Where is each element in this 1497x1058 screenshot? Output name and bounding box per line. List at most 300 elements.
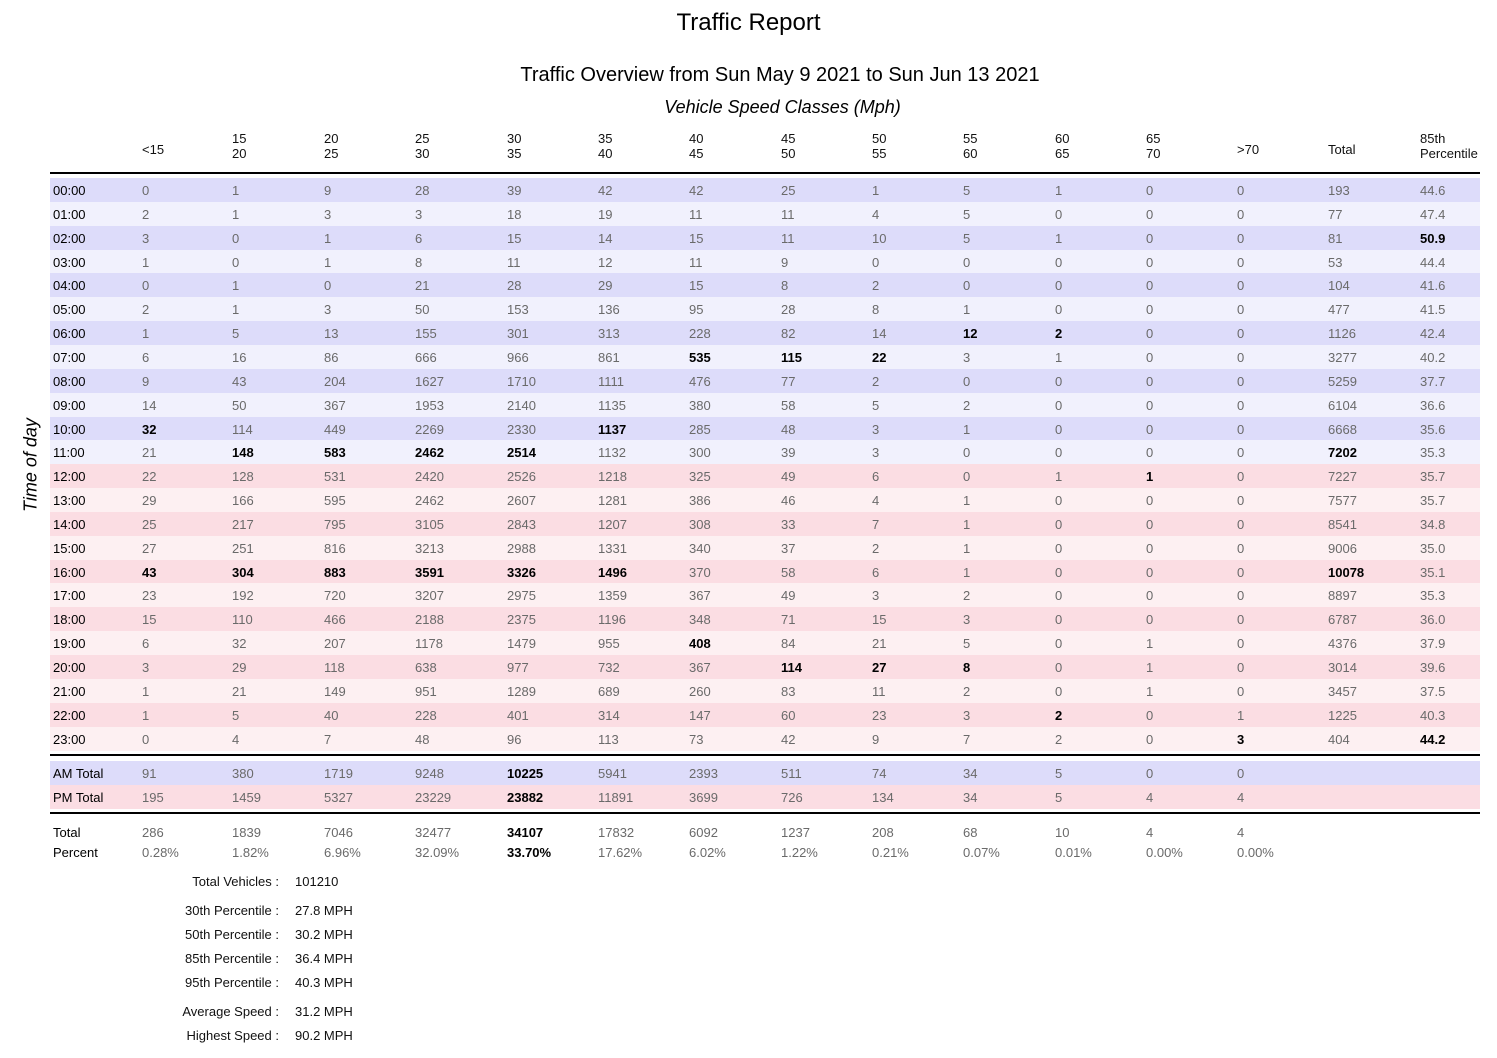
value-cell: 1719 — [324, 766, 353, 781]
value-cell: 0 — [324, 278, 332, 294]
value-cell: 9 — [872, 731, 880, 747]
value-cell: 0.07% — [963, 845, 1000, 860]
value-cell: 71 — [781, 612, 796, 628]
value-cell: 0.00% — [1146, 845, 1183, 860]
value-cell: 583 — [324, 445, 346, 461]
value-cell: 0 — [1237, 254, 1245, 270]
value-cell: 3 — [324, 302, 332, 318]
value-cell: 0 — [963, 254, 971, 270]
value-cell: 5 — [232, 707, 240, 723]
value-cell: 531 — [324, 469, 346, 485]
value-cell: 1237 — [781, 825, 810, 840]
value-cell: 408 — [689, 636, 711, 652]
column-header-line1: 35 — [598, 131, 613, 146]
value-cell: 17832 — [598, 825, 635, 840]
value-cell: 449 — [324, 421, 346, 437]
value-cell: 1359 — [598, 588, 627, 604]
value-cell: 795 — [324, 516, 346, 532]
value-cell: 14 — [142, 397, 157, 413]
value-cell: 732 — [598, 660, 620, 675]
value-cell: 11 — [781, 230, 795, 246]
time-cell: 13:00 — [53, 493, 86, 509]
table-row — [50, 273, 1480, 297]
value-cell: 36.6 — [1420, 397, 1446, 413]
value-cell: 29 — [142, 493, 157, 509]
value-cell: 2462 — [415, 445, 444, 461]
table-row — [50, 488, 1480, 512]
value-cell: 477 — [1328, 302, 1350, 318]
value-cell: 81 — [1328, 230, 1343, 246]
value-cell: 313 — [598, 326, 620, 342]
value-cell: 0 — [1237, 397, 1245, 413]
column-header — [872, 131, 886, 161]
value-cell: 149 — [324, 683, 346, 699]
value-cell: 0 — [963, 278, 971, 294]
value-cell: 10225 — [507, 766, 544, 781]
value-cell: 8897 — [1328, 588, 1357, 604]
value-cell: 49 — [781, 588, 796, 604]
report-subtitle: Traffic Overview from Sun May 9 2021 to Sun Jun 13 2021 — [520, 64, 1040, 86]
value-cell: 50 — [232, 397, 247, 413]
value-cell: 39.6 — [1420, 660, 1446, 675]
value-cell: 2188 — [415, 612, 444, 628]
statistic-label: 85th Percentile : — [185, 951, 279, 966]
value-cell: 153 — [507, 302, 529, 318]
value-cell: 15 — [507, 230, 522, 246]
value-cell: 1111 — [598, 373, 625, 389]
value-cell: 1126 — [1328, 326, 1356, 342]
header-divider — [50, 172, 1480, 174]
value-cell: 2462 — [415, 493, 444, 509]
value-cell: 2 — [142, 302, 150, 318]
value-cell: 4 — [232, 731, 240, 747]
value-cell: 1 — [963, 564, 971, 580]
column-header-line1: 85th — [1420, 131, 1446, 146]
value-cell: 3591 — [415, 564, 444, 580]
value-cell: 1 — [232, 183, 240, 198]
column-header-line2: 20 — [232, 146, 247, 161]
value-cell: 3699 — [689, 790, 718, 805]
value-cell: 11 — [689, 206, 703, 222]
value-cell: 42 — [689, 183, 704, 198]
value-cell: 5 — [963, 230, 971, 246]
column-header-line1: 50 — [872, 131, 887, 146]
am-total-row — [50, 761, 1480, 785]
value-cell: 0 — [1055, 421, 1063, 437]
value-cell: 0 — [1237, 326, 1245, 342]
value-cell: 15 — [689, 278, 704, 294]
value-cell: 0 — [1146, 516, 1154, 532]
value-cell: 0.00% — [1237, 845, 1274, 860]
column-header — [689, 131, 703, 161]
value-cell: 0 — [872, 254, 880, 270]
row-label: Percent — [53, 845, 98, 860]
value-cell: 0 — [1146, 254, 1154, 270]
value-cell: 35.7 — [1420, 469, 1446, 485]
value-cell: 29 — [598, 278, 613, 294]
value-cell: 0 — [1146, 349, 1154, 365]
value-cell: 3207 — [415, 588, 444, 604]
value-cell: 1 — [1237, 707, 1245, 723]
value-cell: 23882 — [507, 790, 544, 805]
value-cell: 40 — [324, 707, 339, 723]
value-cell: 1207 — [598, 516, 627, 532]
value-cell: 0 — [1055, 683, 1063, 699]
value-cell: 136 — [598, 302, 620, 318]
value-cell: 0 — [1237, 445, 1245, 461]
column-header — [1146, 131, 1160, 161]
value-cell: 77 — [1328, 206, 1343, 222]
column-header — [1237, 142, 1259, 157]
time-cell: 22:00 — [53, 707, 86, 723]
time-cell: 14:00 — [53, 516, 86, 532]
column-header-line1: 20 — [324, 131, 339, 146]
value-cell: 0 — [1146, 564, 1154, 580]
value-cell: 14 — [872, 326, 887, 342]
value-cell: 28 — [415, 183, 430, 198]
value-cell: 114 — [232, 421, 253, 437]
value-cell: 1459 — [232, 790, 261, 805]
value-cell: 1 — [1146, 683, 1154, 699]
value-cell: 726 — [781, 790, 803, 805]
column-header-line2: 55 — [872, 146, 887, 161]
column-header — [781, 131, 795, 161]
value-cell: 34107 — [507, 825, 544, 840]
value-cell: 4 — [1146, 790, 1154, 805]
table-row — [50, 202, 1480, 226]
value-cell: 50 — [415, 302, 430, 318]
value-cell: 2 — [1055, 326, 1063, 342]
value-cell: 3 — [963, 612, 971, 628]
statistic-value: 31.2 MPH — [295, 1004, 353, 1019]
column-header-line1: 40 — [689, 131, 704, 146]
table-row — [50, 440, 1480, 464]
value-cell: 2 — [963, 588, 971, 604]
value-cell: 1 — [963, 516, 971, 532]
value-cell: 95 — [689, 302, 704, 318]
table-row — [50, 345, 1480, 369]
time-cell: 00:00 — [53, 183, 86, 198]
value-cell: 2514 — [507, 445, 536, 461]
value-cell: 466 — [324, 612, 346, 628]
value-cell: 7 — [963, 731, 971, 747]
value-cell: 4376 — [1328, 636, 1357, 652]
value-cell: 260 — [689, 683, 711, 699]
value-cell: 3213 — [415, 540, 444, 556]
value-cell: 0 — [1237, 373, 1245, 389]
value-cell: 23 — [872, 707, 887, 723]
column-header-line1: <15 — [142, 142, 165, 157]
value-cell: 49 — [781, 469, 796, 485]
value-cell: 68 — [963, 825, 978, 840]
value-cell: 32 — [232, 636, 247, 652]
value-cell: 34 — [963, 766, 978, 781]
value-cell: 1953 — [415, 397, 444, 413]
value-cell: 9248 — [415, 766, 444, 781]
value-cell: 34 — [963, 790, 978, 805]
value-cell: 104 — [1328, 278, 1350, 294]
value-cell: 35.1 — [1420, 564, 1446, 580]
value-cell: 47.4 — [1420, 206, 1446, 222]
value-cell: 48 — [415, 731, 430, 747]
table-row — [50, 178, 1480, 202]
time-cell: 18:00 — [53, 612, 86, 628]
value-cell: 5 — [963, 183, 971, 198]
value-cell: 0 — [1055, 612, 1063, 628]
value-cell: 325 — [689, 469, 711, 485]
value-cell: 883 — [324, 564, 346, 580]
value-cell: 0 — [1146, 206, 1154, 222]
value-cell: 1 — [963, 302, 971, 318]
value-cell: 22 — [142, 469, 157, 485]
value-cell: 77 — [781, 373, 796, 389]
table-row — [50, 417, 1480, 441]
value-cell: 37.5 — [1420, 683, 1446, 699]
value-cell: 35.3 — [1420, 588, 1446, 604]
value-cell: 1 — [232, 206, 240, 222]
value-cell: 40.2 — [1420, 349, 1446, 365]
time-cell: 12:00 — [53, 469, 86, 485]
value-cell: 32 — [142, 421, 157, 437]
time-cell: 16:00 — [53, 564, 86, 580]
value-cell: 1196 — [598, 612, 626, 628]
value-cell: 9 — [781, 254, 789, 270]
value-cell: 2375 — [507, 612, 536, 628]
value-cell: 1281 — [598, 493, 627, 509]
statistic-label: 50th Percentile : — [185, 927, 279, 942]
value-cell: 0 — [1055, 373, 1063, 389]
statistic-label: 30th Percentile : — [185, 903, 279, 918]
value-cell: 10 — [1055, 825, 1070, 840]
value-cell: 33 — [781, 516, 796, 532]
value-cell: 6104 — [1328, 397, 1357, 413]
table-row — [50, 631, 1480, 655]
value-cell: 1496 — [598, 564, 627, 580]
column-header — [142, 142, 164, 157]
time-cell: 03:00 — [53, 254, 86, 270]
value-cell: 1 — [142, 683, 150, 699]
value-cell: 0 — [142, 183, 150, 198]
value-cell: 7202 — [1328, 445, 1357, 461]
value-cell: 118 — [324, 660, 345, 675]
value-cell: 5259 — [1328, 373, 1357, 389]
value-cell: 2 — [1055, 731, 1063, 747]
value-cell: 0 — [232, 254, 240, 270]
value-cell: 207 — [324, 636, 346, 652]
value-cell: 816 — [324, 540, 346, 556]
time-cell: 11:00 — [53, 445, 85, 461]
value-cell: 0 — [1237, 612, 1245, 628]
value-cell: 2269 — [415, 421, 444, 437]
value-cell: 6.02% — [689, 845, 726, 860]
value-cell: 21 — [415, 278, 430, 294]
value-cell: 5 — [1055, 790, 1063, 805]
value-cell: 1 — [324, 254, 332, 270]
value-cell: 16 — [232, 349, 247, 365]
value-cell: 0 — [1146, 397, 1154, 413]
column-header-line2: Percentile — [1420, 146, 1478, 161]
value-cell: 380 — [689, 397, 711, 413]
value-cell: 40.3 — [1420, 707, 1446, 723]
value-cell: 0 — [1055, 397, 1063, 413]
value-cell: 35.6 — [1420, 421, 1446, 437]
value-cell: 4 — [1146, 825, 1154, 840]
time-cell: 19:00 — [53, 636, 86, 652]
statistic-label: Highest Speed : — [186, 1028, 279, 1043]
value-cell: 192 — [232, 588, 254, 604]
table-row — [50, 560, 1480, 584]
value-cell: 44.6 — [1420, 183, 1446, 198]
value-cell: 0 — [1146, 493, 1154, 509]
value-cell: 42 — [781, 731, 796, 747]
value-cell: 3105 — [415, 516, 444, 532]
value-cell: 58 — [781, 564, 796, 580]
value-cell: 12 — [598, 254, 613, 270]
value-cell: 300 — [689, 445, 711, 461]
value-cell: 1839 — [232, 825, 261, 840]
value-cell: 25 — [142, 516, 157, 532]
value-cell: 14 — [598, 230, 613, 246]
value-cell: 3 — [1237, 731, 1245, 747]
value-cell: 5 — [1055, 766, 1063, 781]
value-cell: 1331 — [598, 540, 627, 556]
value-cell: 8 — [872, 302, 880, 318]
value-cell: 3014 — [1328, 660, 1357, 675]
value-cell: 114 — [781, 660, 802, 675]
value-cell: 22 — [872, 349, 887, 365]
value-cell: 2 — [1055, 707, 1063, 723]
time-cell: 17:00 — [53, 588, 86, 604]
value-cell: 29 — [232, 660, 247, 675]
value-cell: 11 — [689, 254, 703, 270]
column-header — [232, 131, 246, 161]
column-header-line1: 15 — [232, 131, 247, 146]
column-header-line1: 55 — [963, 131, 978, 146]
column-header-line2: 40 — [598, 146, 613, 161]
value-cell: 35.3 — [1420, 445, 1446, 461]
table-row — [50, 727, 1480, 751]
value-cell: 228 — [415, 707, 437, 723]
value-cell: 43 — [232, 373, 247, 389]
value-cell: 1178 — [415, 636, 443, 652]
value-cell: 60 — [781, 707, 796, 723]
value-cell: 966 — [507, 349, 529, 365]
value-cell: 12 — [963, 326, 978, 342]
column-header-line1: 45 — [781, 131, 796, 146]
value-cell: 0 — [1055, 206, 1063, 222]
value-cell: 0 — [1055, 660, 1063, 675]
value-cell: 0 — [1055, 564, 1063, 580]
value-cell: 0 — [1237, 766, 1245, 781]
value-cell: 83 — [781, 683, 796, 699]
value-cell: 1 — [1055, 349, 1063, 365]
value-cell: 43 — [142, 564, 157, 580]
value-cell: 0 — [1146, 373, 1154, 389]
table-row — [50, 583, 1480, 607]
statistic-value: 90.2 MPH — [295, 1028, 353, 1043]
value-cell: 0 — [1237, 516, 1245, 532]
value-cell: 3 — [415, 206, 423, 222]
table-row — [50, 226, 1480, 250]
value-cell: 2 — [963, 397, 971, 413]
time-cell: 07:00 — [53, 349, 86, 365]
statistic-value: 40.3 MPH — [295, 975, 353, 990]
value-cell: 34.8 — [1420, 516, 1446, 532]
value-cell: 9006 — [1328, 540, 1357, 556]
value-cell: 0 — [1055, 493, 1063, 509]
statistic-value: 101210 — [295, 874, 339, 889]
value-cell: 41.5 — [1420, 302, 1446, 318]
value-cell: 5 — [872, 397, 880, 413]
value-cell: 1 — [963, 493, 971, 509]
value-cell: 2975 — [507, 588, 536, 604]
value-cell: 5327 — [324, 790, 353, 805]
value-cell: 9 — [142, 373, 150, 389]
value-cell: 1 — [1146, 469, 1154, 485]
value-cell: 2 — [142, 206, 150, 222]
value-cell: 6092 — [689, 825, 718, 840]
value-cell: 3 — [872, 421, 880, 437]
value-cell: 1137 — [598, 421, 627, 437]
totals-divider — [50, 812, 1480, 814]
value-cell: 91 — [142, 766, 157, 781]
statistic-label: Total Vehicles : — [192, 874, 279, 889]
column-header — [963, 131, 977, 161]
value-cell: 53 — [1328, 254, 1343, 270]
value-cell: 0 — [1146, 278, 1154, 294]
value-cell: 1218 — [598, 469, 627, 485]
column-header — [598, 131, 612, 161]
report-title: Traffic Report — [676, 9, 821, 36]
value-cell: 3 — [142, 230, 150, 246]
value-cell: 0.01% — [1055, 845, 1092, 860]
value-cell: 4 — [1237, 790, 1245, 805]
value-cell: 44.2 — [1420, 731, 1446, 747]
value-cell: 42.4 — [1420, 326, 1446, 342]
value-cell: 308 — [689, 516, 711, 532]
value-cell: 5 — [232, 326, 240, 342]
value-cell: 0 — [1055, 254, 1063, 270]
value-cell: 0 — [1055, 636, 1063, 652]
column-header-line1: 65 — [1146, 131, 1161, 146]
value-cell: 0 — [963, 373, 971, 389]
value-cell: 5941 — [598, 766, 627, 781]
value-cell: 0 — [1237, 564, 1245, 580]
value-cell: 348 — [689, 612, 711, 628]
value-cell: 2420 — [415, 469, 444, 485]
time-cell: 20:00 — [53, 660, 86, 675]
value-cell: 3 — [324, 206, 332, 222]
value-cell: 0 — [1055, 540, 1063, 556]
column-header — [415, 131, 429, 161]
value-cell: 21 — [232, 683, 247, 699]
value-cell: 6668 — [1328, 421, 1357, 437]
value-cell: 0 — [142, 278, 150, 294]
value-cell: 2607 — [507, 493, 536, 509]
value-cell: 0 — [1237, 302, 1245, 318]
value-cell: 4 — [872, 206, 880, 222]
value-cell: 1627 — [415, 373, 444, 389]
value-cell: 11 — [872, 683, 886, 699]
value-cell: 535 — [689, 349, 711, 365]
value-cell: 0 — [1146, 612, 1154, 628]
value-cell: 7577 — [1328, 493, 1357, 509]
value-cell: 1 — [872, 183, 880, 198]
value-cell: 208 — [872, 825, 894, 840]
value-cell: 511 — [781, 766, 802, 781]
value-cell: 1 — [1055, 183, 1063, 198]
table-row — [50, 679, 1480, 703]
